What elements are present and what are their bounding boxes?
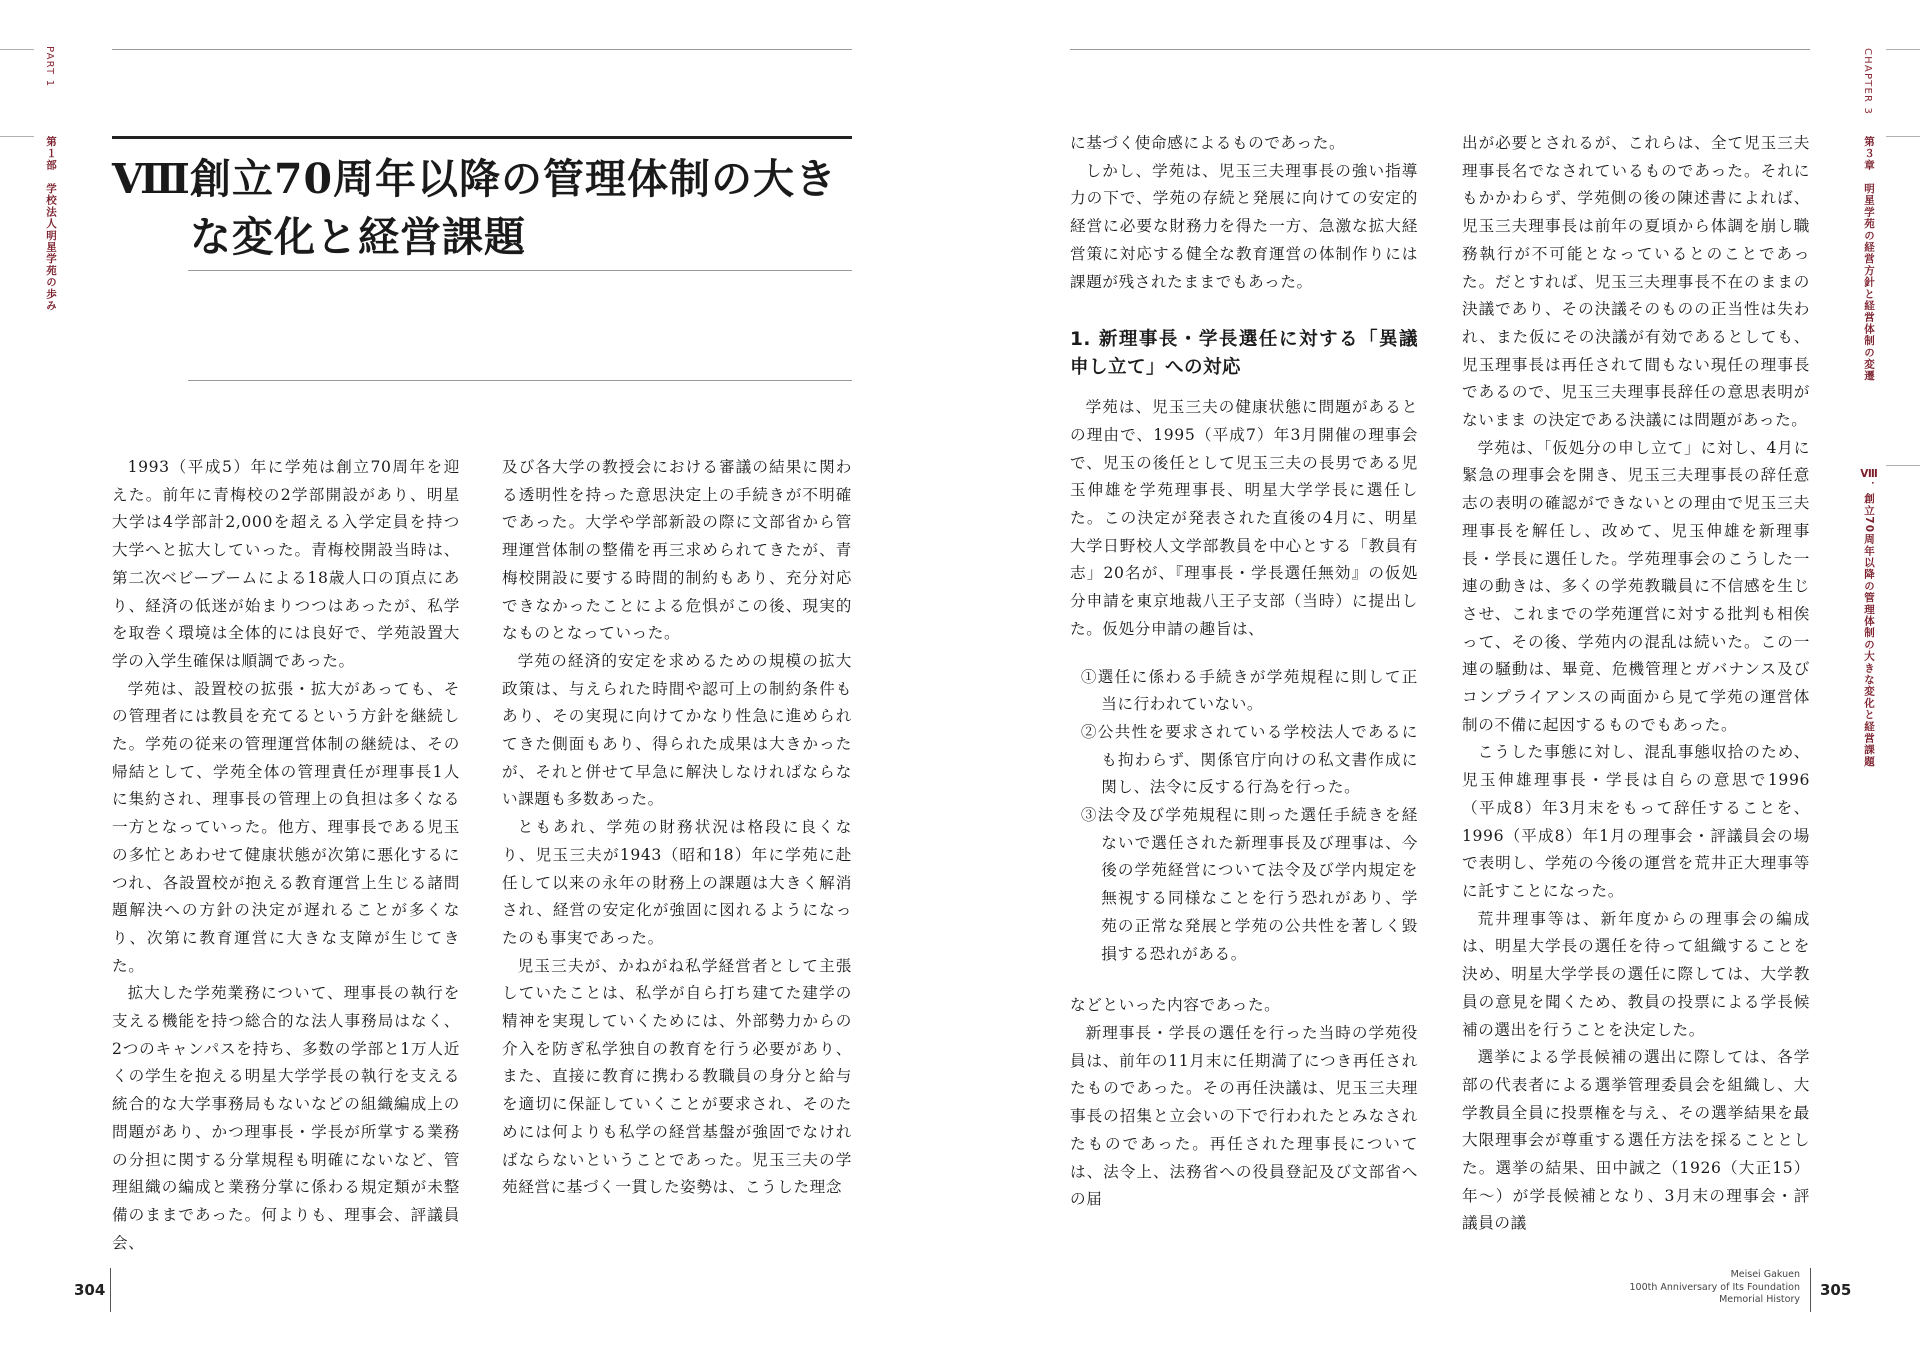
- paragraph: 学苑は、設置校の拡張・拡大があっても、その管理者には教員を充てるという方針を継続した。学苑の従来の管理運営体制の継続は、その帰結として、学苑全体の管理責任が理事長1人に集約され、理事長の管理上の負担は多くなる一方となっていった。他方、理事長である児玉の多忙とあわせて健康状態が次第に悪化するにつれ、各設置校が抱える教育運営上生じる諸問題解決への方針の決定が遅れることが多くなり、次第に教育運営に大きな支障が生じてきた。: [112, 679, 460, 975]
- list-item: ①選任に係わる手続きが学苑規程に則して正当に行われていない。: [1080, 667, 1418, 714]
- paragraph: 児玉三夫が、かねがね私学経営者として主張していたことは、私学が自ら打ち建てた建学の精神を実現していくためには、外部勢力からの介入を防ぎ私学独自の教育を行う必要があり、また、直接に教育に携わる教職員の身分と給与を適切に保証していくことが要求され、そのためには何よりも私学の経営基盤が強固でなければならないということであった。児玉三夫の学苑経営に基づく一貫した姿勢は、こうした理念: [502, 956, 852, 1197]
- section-title: [112, 150, 852, 266]
- paragraph: 1993（平成5）年に学苑は創立70周年を迎えた。前年に青梅校の2学部開設があり、明星大学は4学部計2,000を超える入学定員を持つ大学へと拡大していった。青梅校開設当時は、第二次ベビーブームによる18歳人口の頂点にあり、経済の低迷が始まりつつはあったが、私学を取巻く環境は全体的には良好で、学苑設置大学の入学生確保は順調であった。: [112, 458, 460, 670]
- left-header-rule: [112, 49, 852, 50]
- book-title-line: Memorial History: [1719, 1294, 1800, 1305]
- page-number-right: 305: [1820, 1281, 1852, 1299]
- section-title-line2: な変化と経営課題: [190, 213, 526, 261]
- book-title-line: 100th Anniversary of Its Foundation: [1629, 1281, 1800, 1293]
- paragraph: 選挙による学長候補の選出に際しては、各学部の代表者による選挙管理委員会を組織し、大学教員全員に投票権を与え、その選挙結果を最大限理事会が尊重する選任方法を採ることとした。選挙の結果、田中誠之（1926（大正15）年〜）が学長候補となり、3月末の理事会・評議員の議: [1462, 1048, 1810, 1233]
- subsection-heading: 1. 新理事長・学長選任に対する「異議申し立て」への対応: [1070, 329, 1418, 379]
- body-column-4: [1462, 130, 1810, 1238]
- paragraph: ともあれ、学苑の財務状況は格段に良くなり、児玉三夫が1943（昭和18）年に学苑に赴任して以来の永年の財務上の課題は大きく解消され、経営の安定化が強固に図れるようになったのも事実であった。: [502, 818, 852, 947]
- section-tab: Ⅷ．創立70周年以降の管理体制の大きな変化と経営課題: [1863, 468, 1875, 768]
- title-box-bottom-rule: [188, 380, 852, 381]
- right-footer-divider: [1810, 1268, 1811, 1312]
- paragraph: 学苑は、「仮処分の申し立て」に対し、4月に緊急の理事会を開き、児玉三夫理事長の辞任意志の表明の確認ができないとの理由で児玉三夫理事長を解任し、改めて、児玉伸雄を新理事長・学長に選任した。学苑理事会のこうした一連の動きは、多くの学苑教職員に不信感を生じさせ、これまでの学苑運営に対する批判も相俟って、その後、学苑内の混乱は続いた。この一連の騒動は、畢竟、危機管理とガバナンス及びコンプライアンスの両面から見て学苑の運営体制の不備に起因するものでもあった。: [1462, 438, 1810, 734]
- body-column-2: [502, 454, 852, 1202]
- section-title-line1: 創立70周年以降の管理体制の大き: [190, 155, 838, 203]
- title-top-rule: [112, 136, 852, 139]
- paragraph: 及び各大学の教授会における審議の結果に関わる透明性を持った意思決定上の手続きが不明確であった。大学や学部新設の際に文部省から管理運営体制の整備を再三求められてきたが、青梅校開設に要する時間的制約もあり、充分対応できなかったことによる危惧がこの後、現実的なものとなっていった。: [502, 458, 852, 643]
- paragraph: 学苑の経済的安定を求めるための規模の拡大政策は、与えられた時間や認可上の制約条件もあり、その実現に向けてかなり性急に進められてきた側面もあり、得られた成果は大きかったが、それと併せて早急に解決しなければならない課題も多数あった。: [502, 651, 852, 809]
- paragraph: こうした事態に対し、混乱事態収拾のため、児玉伸雄理事長・学長は自らの意思で1996（平成8）年3月末をもって辞任することを、1996（平成8）年1月の理事会・評議員会の場で表明し、学苑の今後の運営を荒井正大理事等に託すことになった。: [1462, 743, 1810, 900]
- body-column-3: [1070, 130, 1418, 1214]
- paragraph: 拡大した学苑業務について、理事長の執行を支える機能を持つ総合的な法人事務局はなく、2つのキャンパスを持ち、多数の学部と1万人近くの学生を抱える明星大学学長の執行を支える統合的な大学事務局もないなどの組織編成上の問題があり、かつ理事長・学長が所掌する業務の分担に関する分掌規程も明確にないなど、管理組織の編成と業務分掌に係わる規定類が未整備のままであった。何よりも、理事会、評議員会、: [112, 984, 460, 1252]
- part-subtitle: 第１部 学校法人明星学苑の歩み: [45, 136, 57, 312]
- paragraph: 荒井理事等は、新年度からの理事会の編成は、明星大学長の選任を待って組織することを決め、明星大学学長の選任に際しては、大学教員の意見を聞くため、教員の投票による学長候補の選出を行うことを決定した。: [1462, 909, 1810, 1039]
- chapter-subtitle: 第３章 明星学苑の経営方針と経営体制の変遷: [1863, 136, 1875, 382]
- body-column-1: [112, 454, 460, 1257]
- section-number: Ⅷ.: [112, 155, 207, 203]
- list-item: ③法令及び学苑規程に則った選任手続きを経ないで選任された新理事長及び理事は、今後の学苑経営について法令及び学内規定を無視する同様なことを行う恐れがあり、学苑の正常な発展と学苑の公共性を著しく毀損する恐れがある。: [1080, 806, 1418, 963]
- chapter-label: CHAPTER 3: [1862, 48, 1873, 116]
- left-edge-rule-top: [0, 49, 34, 50]
- paragraph: などといった内容であった。: [1070, 996, 1281, 1015]
- book-title-footer: [1630, 1269, 1800, 1307]
- page-number-left: 304: [74, 1281, 106, 1299]
- paragraph: 新理事長・学長の選任を行った当時の学苑役員は、前年の11月末に任期満了につき再任されたものであった。その再任決議は、児玉三夫理事長の招集と立会いの下で行われたとみなされたものであった。再任された理事長については、法令上、法務省への役員登記及び文部省への届: [1070, 1023, 1418, 1209]
- right-edge-rule-mid: [1886, 136, 1920, 137]
- paragraph: 学苑は、児玉三夫の健康状態に問題があるとの理由で、1995（平成7）年3月開催の理事会で、児玉の後任として児玉三夫の長男である児玉伸雄を学苑理事長、明星大学学長に選任した。この決定が発表された直後の4月に、明星大学日野校人文学部教員を中心とする「教員有志」20名が、『理事長・学長選任無効』の仮処分申請を東京地裁八王子支部（当時）に提出した。仮処分申請の趣旨は、: [1070, 398, 1418, 638]
- left-footer-divider: [110, 1268, 111, 1312]
- left-edge-rule-mid: [0, 136, 34, 137]
- right-edge-rule-low: [1886, 465, 1920, 466]
- book-title-line: Meisei Gakuen: [1730, 1269, 1800, 1280]
- title-under-rule: [188, 270, 852, 271]
- petition-points-list: [1070, 664, 1418, 969]
- right-edge-rule-top: [1886, 49, 1920, 50]
- paragraph: しかし、学苑は、児玉三夫理事長の強い指導力の下で、学苑の存続と発展に向けての安定的経営に必要な財務力を得た一方、急激な拡大経営策に対応する健全な教育運営の体制作りには課題が残されたままでもあった。: [1070, 161, 1418, 291]
- paragraph: に基づく使命感によるものであった。: [1070, 134, 1346, 152]
- list-item: ②公共性を要求されている学校法人であるにも拘わらず、関係官庁向けの私文書作成に関し、法令に反する行為を行った。: [1080, 722, 1418, 797]
- right-header-rule: [1070, 49, 1810, 50]
- part-label: PART 1: [44, 46, 55, 88]
- paragraph: 出が必要とされるが、これらは、全て児玉三夫理事長名でなされているものであった。それにもかかわらず、学苑側の後の陳述書によれば、児玉三夫理事長は前年の夏頃から体調を崩し職務執行が不可能となっているとのことであった。だとすれば、児玉三夫理事長不在のままの決議であり、その決議そのものの正当性は失われ、また仮にその決議が有効であるとしても、児玉理事長は再任されて間もない現任の理事長であるので、児玉三夫理事長辞任の意思表明がないまま の決定である決議には問題があった。: [1462, 134, 1810, 430]
